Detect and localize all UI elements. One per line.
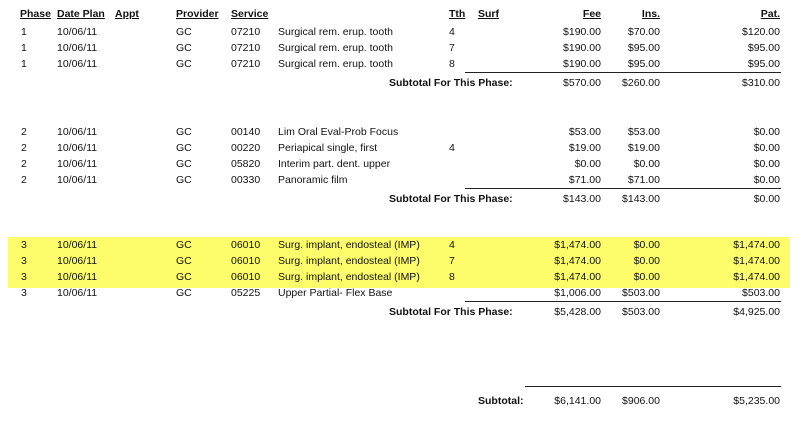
tooth-cell: 8 — [449, 271, 455, 283]
description-cell: Surg. implant, endosteal (IMP) — [278, 239, 420, 251]
service-code-cell: 05820 — [231, 158, 261, 170]
pat-cell: $0.00 — [753, 126, 780, 138]
fee-cell: $190.00 — [563, 58, 601, 70]
fee-cell: $71.00 — [568, 174, 601, 186]
description-cell: Interim part. dent. upper — [278, 158, 391, 170]
table-row — [0, 42, 800, 58]
pat-cell: $1,474.00 — [733, 239, 780, 251]
ins-cell: $0.00 — [633, 239, 660, 251]
service-code-cell: 00140 — [231, 126, 261, 138]
service-code-cell: 06010 — [231, 239, 261, 251]
header-provider: Provider — [176, 8, 219, 20]
service-code-cell: 00330 — [231, 174, 261, 186]
fee-cell: $1,474.00 — [554, 271, 601, 283]
description-cell: Upper Partial- Flex Base — [278, 287, 393, 299]
fee-cell: $1,474.00 — [554, 255, 601, 267]
header-service: Service — [231, 8, 269, 20]
ins-cell: $503.00 — [622, 287, 660, 299]
provider-cell: GC — [176, 239, 192, 251]
phase-cell: 2 — [21, 158, 27, 170]
subtotal-divider — [465, 188, 781, 189]
subtotal-ins: $143.00 — [622, 193, 660, 205]
grand-total-divider — [525, 386, 781, 387]
pat-cell: $0.00 — [753, 142, 780, 154]
tooth-cell: 4 — [449, 142, 455, 154]
phase-subtotal-row — [0, 193, 800, 209]
tooth-cell: 8 — [449, 58, 455, 70]
provider-cell: GC — [176, 26, 192, 38]
subtotal-divider — [465, 72, 781, 73]
header-surf: Surf — [478, 8, 499, 20]
tooth-cell: 4 — [449, 26, 455, 38]
header-fee: Fee — [582, 8, 601, 20]
grand-total-label: Subtotal: — [478, 395, 524, 407]
ins-cell: $53.00 — [627, 126, 660, 138]
phase-cell: 2 — [21, 174, 27, 186]
fee-cell: $53.00 — [568, 126, 601, 138]
subtotal-fee: $570.00 — [563, 77, 601, 89]
subtotal-label: Subtotal For This Phase: — [389, 77, 513, 89]
service-code-cell: 06010 — [231, 271, 261, 283]
subtotal-fee: $5,428.00 — [554, 306, 601, 318]
description-cell: Lim Oral Eval-Prob Focus — [278, 126, 399, 138]
tooth-cell: 7 — [449, 255, 455, 267]
fee-cell: $19.00 — [568, 142, 601, 154]
phase-cell: 1 — [21, 42, 27, 54]
ins-cell: $71.00 — [627, 174, 660, 186]
phase-cell: 1 — [21, 26, 27, 38]
subtotal-pat: $0.00 — [753, 193, 780, 205]
header-tth: Tth — [449, 8, 466, 20]
fee-cell: $190.00 — [563, 26, 601, 38]
date-cell: 10/06/11 — [57, 239, 98, 251]
date-cell: 10/06/11 — [57, 287, 98, 299]
date-cell: 10/06/11 — [57, 42, 98, 54]
ins-cell: $95.00 — [627, 42, 660, 54]
service-code-cell: 07210 — [231, 58, 261, 70]
fee-cell: $1,474.00 — [554, 239, 601, 251]
phase-subtotal-row — [0, 306, 800, 322]
subtotal-pat: $310.00 — [742, 77, 780, 89]
description-cell: Surg. implant, endosteal (IMP) — [278, 271, 420, 283]
date-cell: 10/06/11 — [57, 58, 98, 70]
subtotal-ins: $503.00 — [622, 306, 660, 318]
ins-cell: $0.00 — [633, 158, 660, 170]
subtotal-pat: $4,925.00 — [733, 306, 780, 318]
pat-cell: $1,474.00 — [733, 255, 780, 267]
service-code-cell: 07210 — [231, 42, 261, 54]
phase-cell: 2 — [21, 126, 27, 138]
table-row — [0, 239, 800, 255]
phase-cell: 2 — [21, 142, 27, 154]
grand-total-row — [0, 395, 800, 411]
pat-cell: $120.00 — [742, 26, 780, 38]
pat-cell: $1,474.00 — [733, 271, 780, 283]
phase-subtotal-row — [0, 77, 800, 93]
description-cell: Surg. implant, endosteal (IMP) — [278, 255, 420, 267]
provider-cell: GC — [176, 42, 192, 54]
provider-cell: GC — [176, 255, 192, 267]
date-cell: 10/06/11 — [57, 126, 98, 138]
description-cell: Surgical rem. erup. tooth — [278, 58, 393, 70]
grand-total-pat: $5,235.00 — [733, 395, 780, 407]
ins-cell: $95.00 — [627, 58, 660, 70]
service-code-cell: 06010 — [231, 255, 261, 267]
grand-total-fee: $6,141.00 — [554, 395, 601, 407]
date-cell: 10/06/11 — [57, 142, 98, 154]
header-ins: Ins. — [641, 8, 660, 20]
phase-cell: 3 — [21, 287, 27, 299]
header-pat: Pat. — [760, 8, 780, 20]
header-date-plan: Date Plan — [57, 8, 105, 20]
service-code-cell: 07210 — [231, 26, 261, 38]
description-cell: Surgical rem. erup. tooth — [278, 42, 393, 54]
fee-cell: $1,006.00 — [554, 287, 601, 299]
subtotal-ins: $260.00 — [622, 77, 660, 89]
subtotal-divider — [465, 301, 781, 302]
provider-cell: GC — [176, 287, 192, 299]
table-row — [0, 142, 800, 158]
pat-cell: $0.00 — [753, 174, 780, 186]
date-cell: 10/06/11 — [57, 158, 98, 170]
service-code-cell: 05225 — [231, 287, 261, 299]
date-cell: 10/06/11 — [57, 26, 98, 38]
description-cell: Panoramic film — [278, 174, 348, 186]
header-appt: Appt — [115, 8, 139, 20]
phase-cell: 1 — [21, 58, 27, 70]
tooth-cell: 4 — [449, 239, 455, 251]
date-cell: 10/06/11 — [57, 271, 98, 283]
table-row — [0, 255, 800, 271]
provider-cell: GC — [176, 58, 192, 70]
table-row — [0, 126, 800, 142]
service-code-cell: 00220 — [231, 142, 261, 154]
description-cell: Periapical single, first — [278, 142, 378, 154]
pat-cell: $503.00 — [742, 287, 780, 299]
provider-cell: GC — [176, 142, 192, 154]
provider-cell: GC — [176, 158, 192, 170]
ins-cell: $19.00 — [627, 142, 660, 154]
tooth-cell: 7 — [449, 42, 455, 54]
pat-cell: $0.00 — [753, 158, 780, 170]
pat-cell: $95.00 — [747, 58, 780, 70]
subtotal-label: Subtotal For This Phase: — [389, 193, 513, 205]
ins-cell: $0.00 — [633, 255, 660, 267]
pat-cell: $95.00 — [747, 42, 780, 54]
phase-cell: 3 — [21, 239, 27, 251]
provider-cell: GC — [176, 174, 192, 186]
date-cell: 10/06/11 — [57, 174, 98, 186]
table-row — [0, 26, 800, 42]
table-row — [0, 158, 800, 174]
subtotal-fee: $143.00 — [563, 193, 601, 205]
provider-cell: GC — [176, 271, 192, 283]
ins-cell: $0.00 — [633, 271, 660, 283]
grand-total-ins: $906.00 — [622, 395, 660, 407]
fee-cell: $190.00 — [563, 42, 601, 54]
date-cell: 10/06/11 — [57, 255, 98, 267]
header-phase: Phase — [20, 8, 51, 20]
phase-cell: 3 — [21, 271, 27, 283]
subtotal-label: Subtotal For This Phase: — [389, 306, 513, 318]
fee-cell: $0.00 — [574, 158, 601, 170]
table-row — [0, 271, 800, 287]
description-cell: Surgical rem. erup. tooth — [278, 26, 393, 38]
provider-cell: GC — [176, 126, 192, 138]
ins-cell: $70.00 — [627, 26, 660, 38]
phase-cell: 3 — [21, 255, 27, 267]
